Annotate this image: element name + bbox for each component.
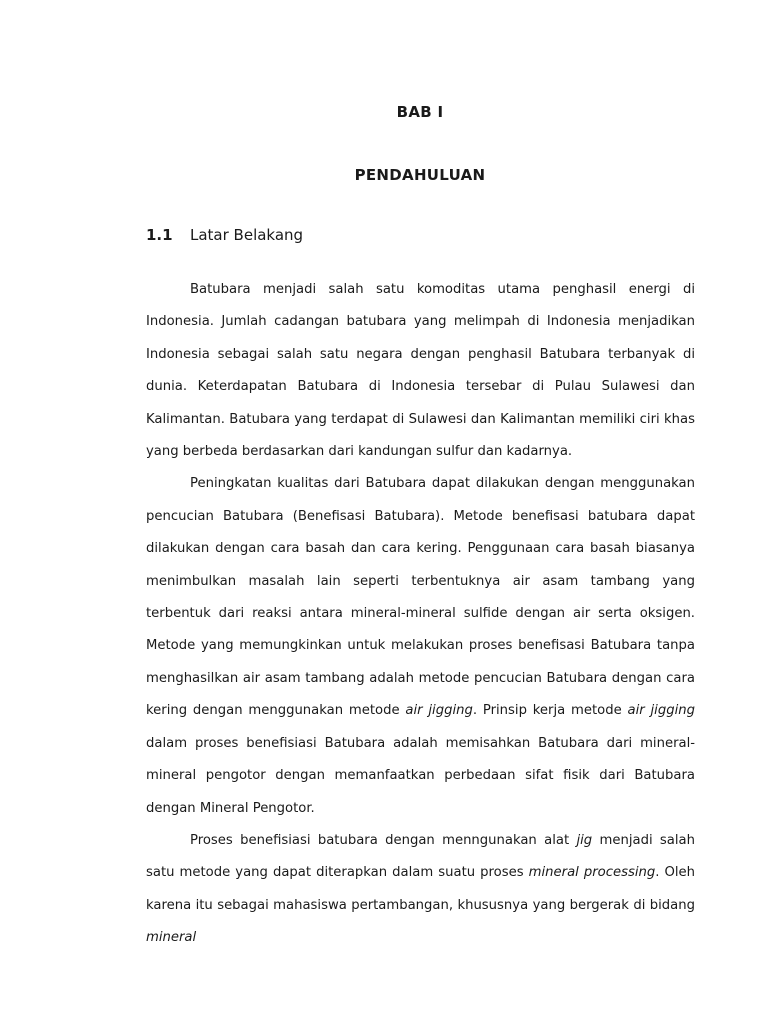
italic-term: mineral processing [528,865,656,881]
chapter-number: BAB I [396,103,444,121]
section-heading [146,226,303,244]
section-title: Latar Belakang [190,226,304,244]
paragraph [146,274,695,468]
chapter-title: PENDAHULUAN [354,166,486,184]
italic-term: air jigging [627,703,695,719]
text-run: Batubara menjadi salah satu komoditas utama penghasil energi di Indonesia. Jumlah cadangan batubara yang melimpah di Indonesia menjadikan Indonesia sebagai salah satu negara dengan penghasil Batubara terbanyak di dunia. Keterdapatan Batubara di Indonesia tersebar di Pulau Sulawesi dan Kalimantan. Batubara yang terdapat di Sulawesi dan Kalimantan memiliki ciri khas yang berbeda berdasarkan dari kandungan sulfur dan kadarnya. [146,282,695,460]
paragraph [146,825,695,955]
text-run: . Prinsip kerja metode [472,703,628,719]
italic-term: jig [576,832,593,848]
italic-term: mineral [146,930,197,946]
text-run: Proses benefisiasi batubara dengan menngunakan alat [190,832,577,848]
text-run: menjadi salah satu metode yang dapat diterapkan dalam suatu proses [146,832,695,881]
italic-term: air jigging [405,703,473,719]
text-run: dalam proses benefisiasi Batubara adalah memisahkan Batubara dari mineral-mineral pengotor dengan memanfaatkan perbedaan sifat fisik dari Batubara dengan Mineral Pengotor. [146,735,695,816]
paragraph [146,468,695,824]
section-number: 1.1 [146,226,173,244]
text-run: . Oleh karena itu sebagai mahasiswa pertambangan, khususnya yang bergerak di bidang [146,865,696,913]
text-run: Peningkatan kualitas dari Batubara dapat dilakukan dengan menggunakan pencucian Batubara (Benefisasi Batubara). Metode benefisasi batubara dapat dilakukan dengan cara basah dan cara kering. Penggunaan cara basah biasanya menimbulkan masalah lain seperti terbentuknya air asam tambang yang terbentuk dari reaksi antara mineral-mineral sulfide dengan air serta oksigen. Metode yang memungkinkan untuk melakukan proses benefisasi Batubara tanpa menghasilkan air asam tambang adalah metode pencucian Batubara dengan cara kering dengan menggunakan metode [146,476,695,719]
body-text [146,274,695,955]
